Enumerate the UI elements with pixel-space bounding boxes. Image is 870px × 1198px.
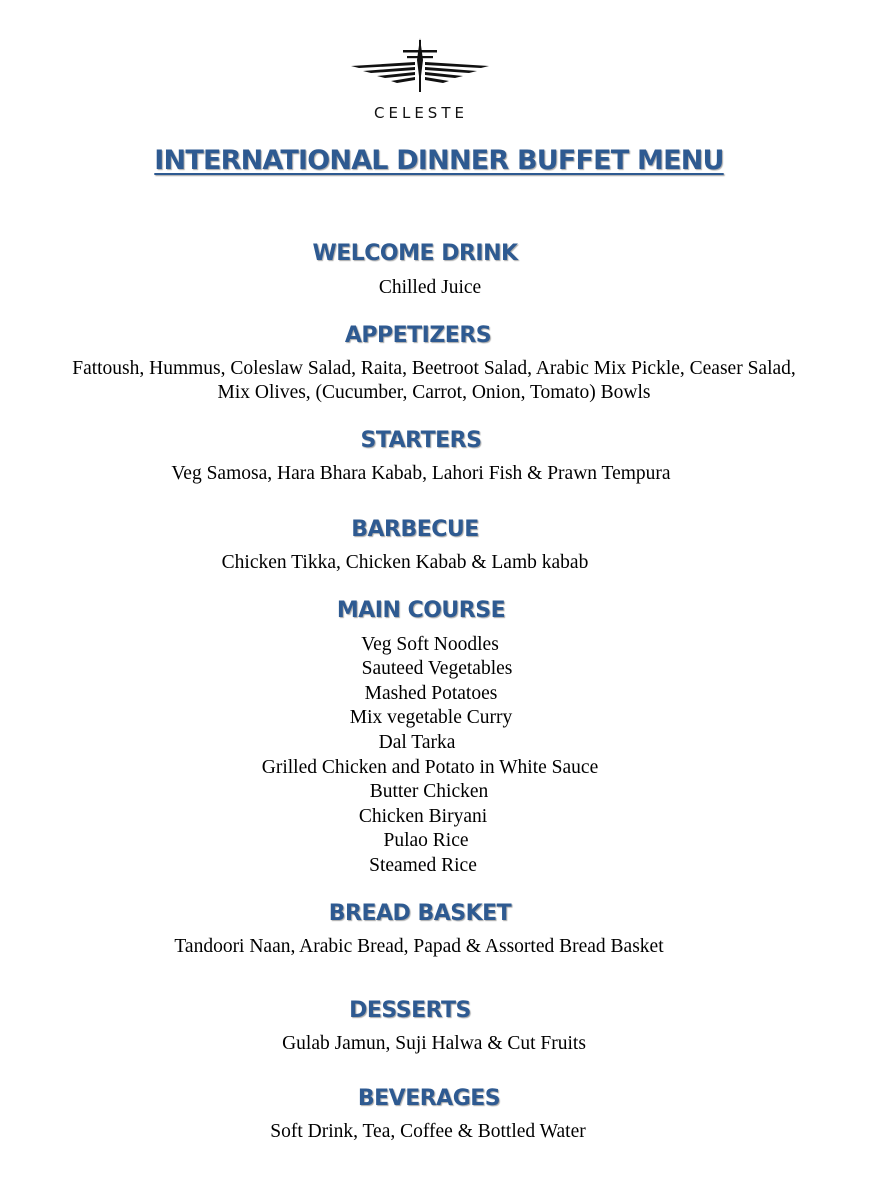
brand-name: CELESTE [374, 104, 468, 122]
menu-line: Chicken Biryani [358, 806, 488, 827]
celeste-logo-icon [345, 38, 495, 94]
menu-line: Steamed Rice [369, 855, 477, 876]
menu-line: Chicken Tikka, Chicken Kabab & Lamb kabab [221, 552, 589, 573]
section-heading-barbecue: BARBECUE [351, 517, 479, 542]
section-heading-main-course: MAIN COURSE [336, 598, 506, 623]
menu-line: Grilled Chicken and Potato in White Sauce [261, 757, 599, 778]
page-title: INTERNATIONAL DINNER BUFFET MENU [154, 145, 724, 176]
menu-line: Soft Drink, Tea, Coffee & Bottled Water [270, 1121, 586, 1142]
section-heading-bread-basket: BREAD BASKET [328, 901, 512, 926]
menu-line: Mix Olives, (Cucumber, Carrot, Onion, Tomato) Bowls [217, 382, 651, 403]
section-heading-appetizers: APPETIZERS [344, 323, 492, 348]
section-heading-desserts: DESSERTS [349, 998, 471, 1023]
menu-line: Sauteed Vegetables [361, 658, 513, 679]
section-heading-beverages: BEVERAGES [357, 1086, 501, 1111]
menu-line: Veg Samosa, Hara Bhara Kabab, Lahori Fish & Prawn Tempura [171, 463, 671, 484]
menu-line: Pulao Rice [383, 830, 469, 851]
menu-line: Veg Soft Noodles [361, 634, 499, 655]
menu-line: Tandoori Naan, Arabic Bread, Papad & Assorted Bread Basket [174, 936, 664, 957]
menu-line: Mix vegetable Curry [349, 707, 513, 728]
menu-line: Dal Tarka [378, 732, 456, 753]
menu-line: Butter Chicken [369, 781, 489, 802]
menu-line: Fattoush, Hummus, Coleslaw Salad, Raita, Beetroot Salad, Arabic Mix Pickle, Ceaser Salad, [72, 358, 796, 379]
menu-line: Chilled Juice [378, 277, 482, 298]
section-heading-welcome-drink: WELCOME DRINK [312, 241, 518, 266]
menu-line: Gulab Jamun, Suji Halwa & Cut Fruits [282, 1033, 586, 1054]
menu-line: Mashed Potatoes [364, 683, 498, 704]
section-heading-starters: STARTERS [360, 428, 482, 453]
